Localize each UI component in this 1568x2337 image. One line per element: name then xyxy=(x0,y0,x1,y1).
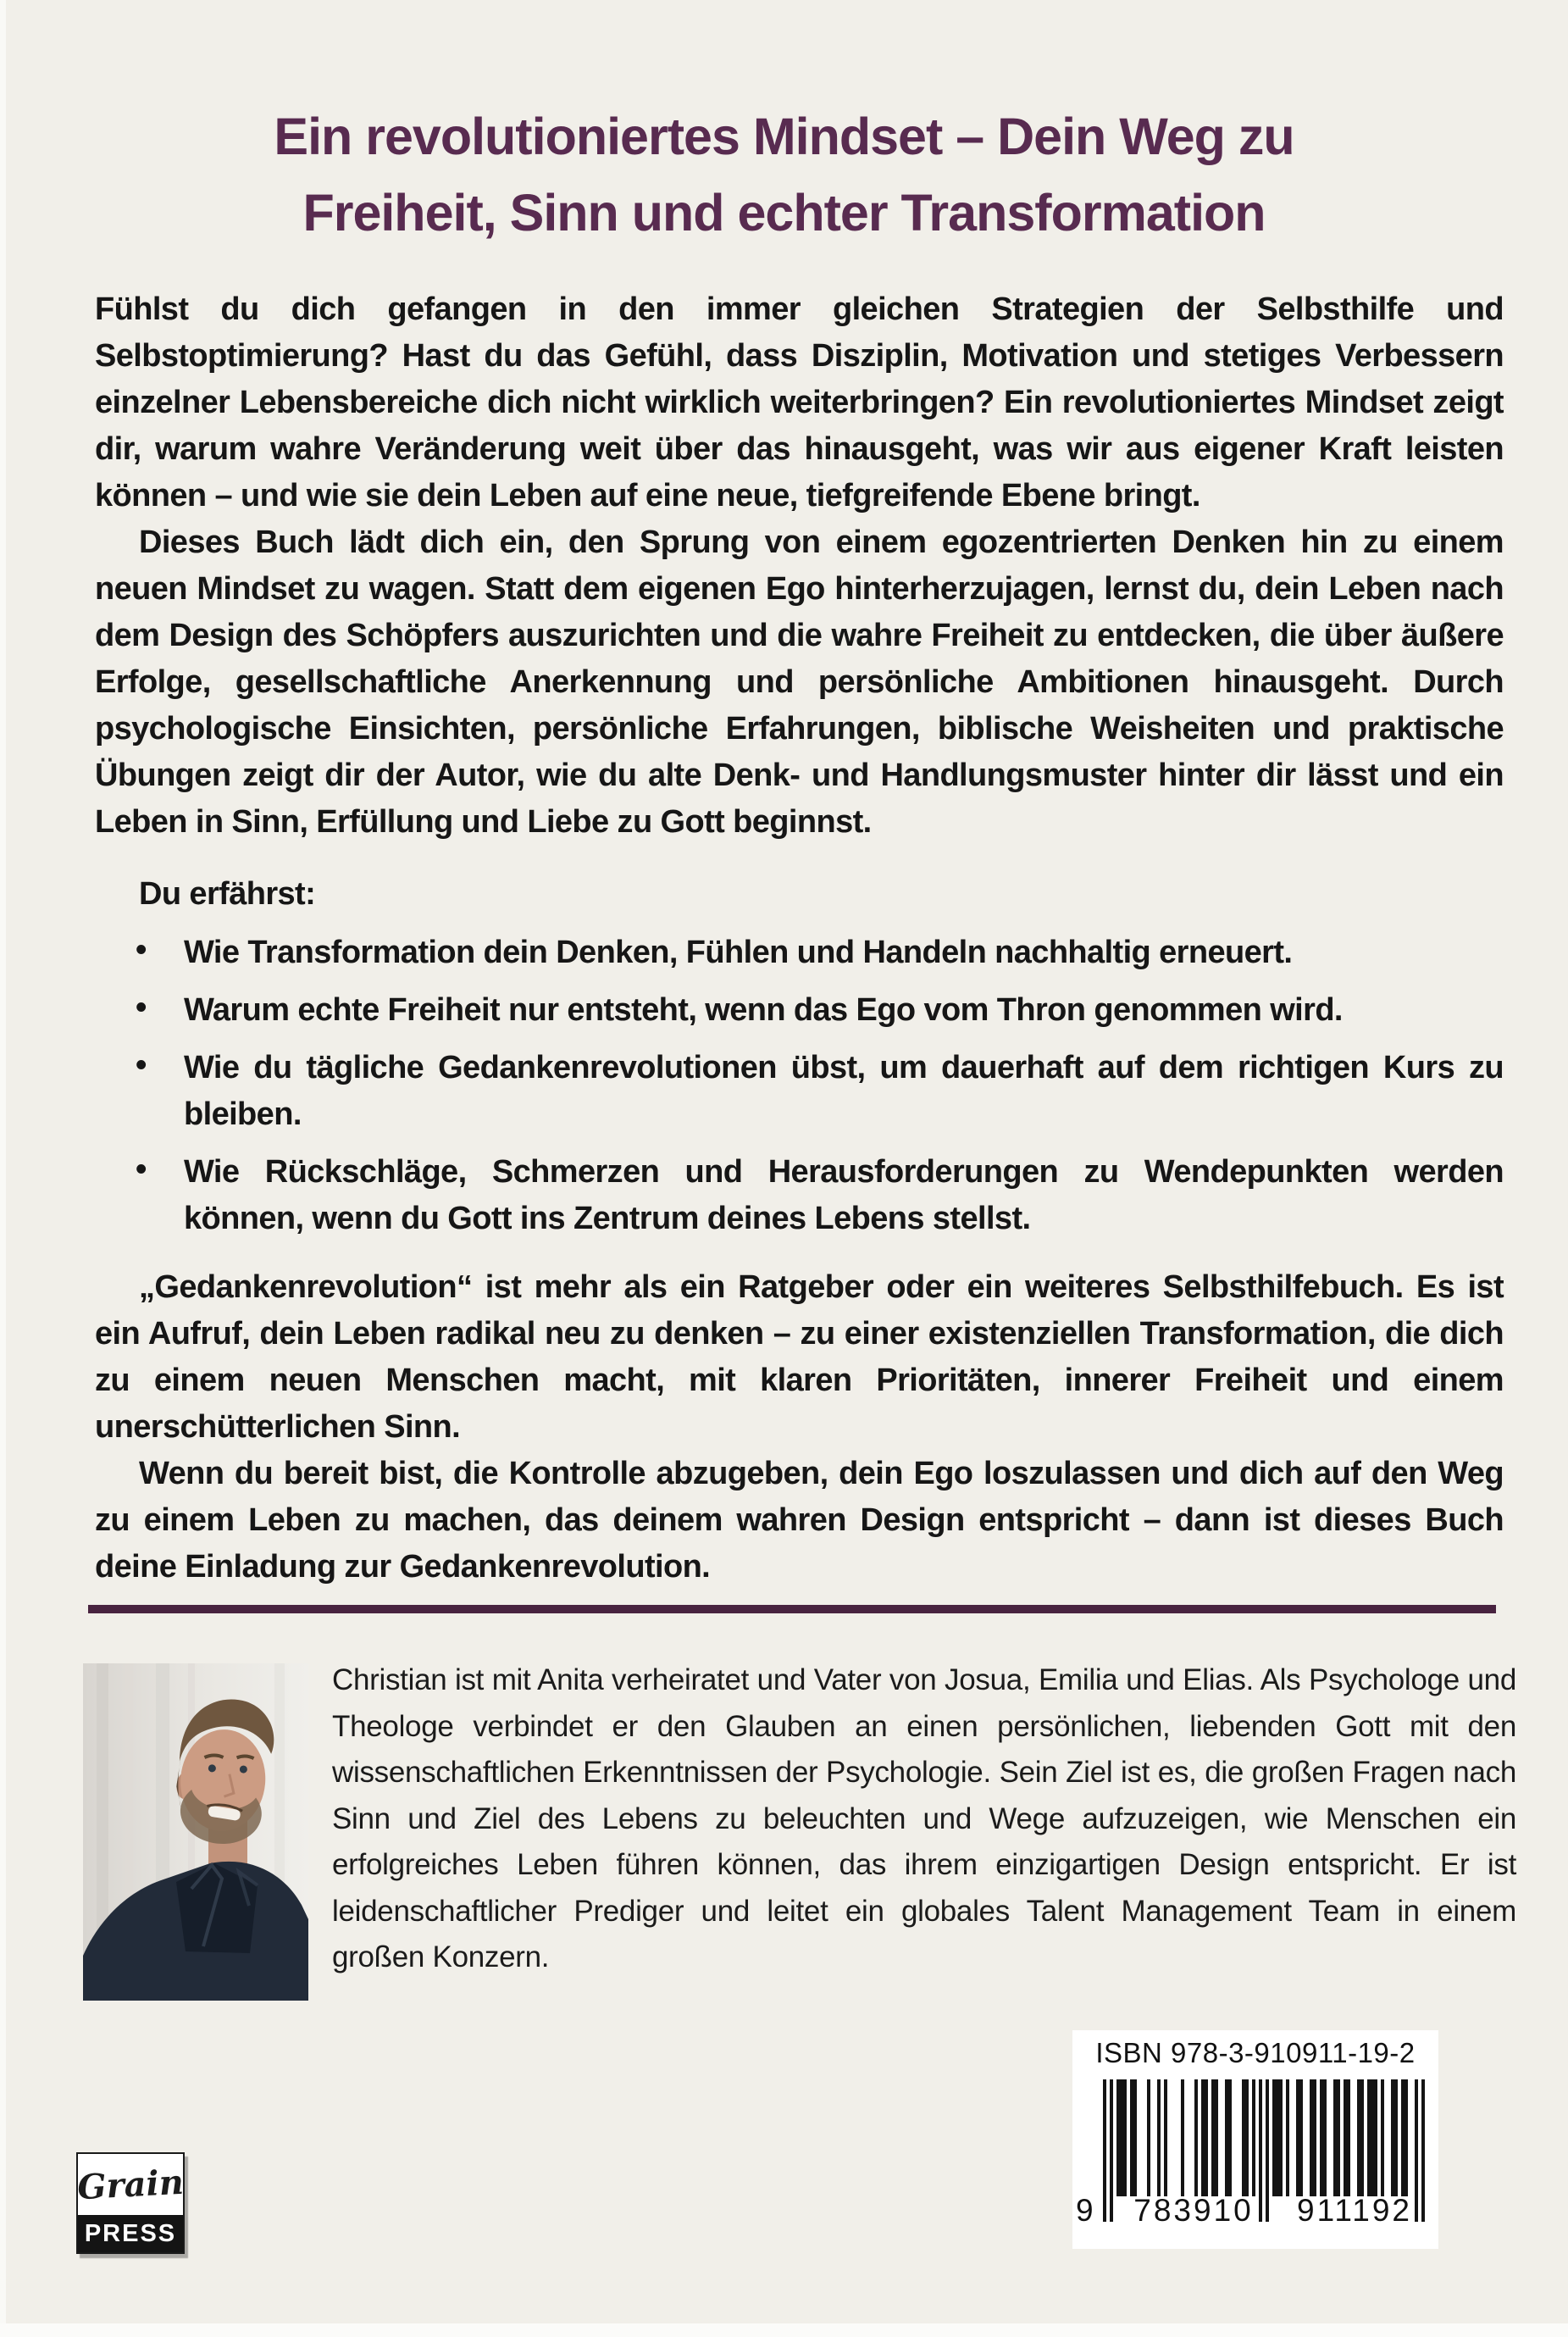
bullet-item-2 xyxy=(95,987,1504,1034)
isbn-label: ISBN 978-3-910911-19-2 xyxy=(1095,2037,1416,2068)
bullet-icon: • xyxy=(136,932,147,968)
back-cover-title xyxy=(0,98,1568,251)
blurb-paragraph-2: Dieses Buch lädt dich ein, den Sprung von einem egozentrierten Denken hin zu einem neuen Mindset zu wagen. Statt dem eigenen Ego hinterherzujagen, lernst du, dein Leben nach dem Design des Schöpfers auszurichten und die wahre Freiheit zu entdecken, die über äußere Erfolge, gesellschaftliche Anerkennung und persönliche Ambitionen hinausgeht. Durch psychologische Einsichten, persönliche Erfahrungen, biblische Weisheiten und praktische Übungen zeigt dir der Autor, wie du alte Denk- und Handlungsmuster hinter dir lässt und ein Leben in Sinn, Erfüllung und Liebe zu Gott beginnst. xyxy=(95,525,1504,840)
blurb-paragraph-1: Fühlst du dich gefangen in den immer gleichen Strategien der Selbsthilfe und Selbstoptimierung? Hast du das Gefühl, dass Disziplin, Motivation und stetiges Verbessern einzelner Lebensbereiche dich nicht wirklich weiterbringen? Ein revolutioniertes Mindset zeigt dir, warum wahre Veränderung weit über das hinausgeht, was wir aus eigener Kraft leisten können – und wie sie dein Leben auf eine neue, tiefgreifende Ebene bringt. xyxy=(95,291,1504,513)
isbn-barcode-panel xyxy=(1072,2030,1438,2249)
scan-edge-bottom xyxy=(0,2323,1568,2337)
barcode-digits xyxy=(1076,2193,1430,2235)
barcode-digit-lead: 9 xyxy=(1076,2193,1094,2228)
blurb-text-block xyxy=(95,286,1504,1590)
scan-edge-left xyxy=(0,0,6,2337)
publisher-logo xyxy=(76,2152,185,2254)
bullet-text-4: Wie Rückschläge, Schmerzen und Herausforderungen zu Wendepunkten werden können, wenn du Gott ins Zentrum deines Lebens stellst. xyxy=(184,1154,1504,1236)
bullet-list xyxy=(95,930,1504,1242)
bullet-icon: • xyxy=(136,1047,147,1083)
blurb-paragraph-4: Wenn du bereit bist, die Kontrolle abzugeben, dein Ego loszulassen und dich auf den Weg zu einem Leben zu machen, das deinem wahren Design entspricht – dann ist dieses Buch deine Einladung zur Gedankenrevolution. xyxy=(95,1456,1504,1585)
publisher-name-band: PRESS xyxy=(78,2215,183,2252)
bullet-text-3: Wie du tägliche Gedankenrevolutionen übst, um dauerhaft auf dem richtigen Kurs zu bleiben. xyxy=(184,1050,1504,1132)
bullet-item-3 xyxy=(95,1045,1504,1138)
bullet-item-1 xyxy=(95,930,1504,976)
title-line-2: Freiheit, Sinn und echter Transformation xyxy=(302,184,1266,241)
author-portrait-illustration xyxy=(83,1663,308,2001)
bullet-text-1: Wie Transformation dein Denken, Fühlen und Handeln nachhaltig erneuert. xyxy=(184,935,1293,970)
barcode-digit-group-1: 783910 xyxy=(1133,2193,1254,2228)
bullet-icon: • xyxy=(136,990,147,1025)
title-line-1: Ein revolutioniertes Mindset – Dein Weg zu xyxy=(274,108,1294,165)
blurb-paragraph-3: „Gedankenrevolution“ ist mehr als ein Ratgeber oder ein weiteres Selbsthilfebuch. Es ist ein Aufruf, dein Leben radikal neu zu denken – zu einer existenziellen Transformation, die dich zu einem neuen Menschen macht, mit klaren Prioritäten, innerer Freiheit und einem unerschütterlichen Sinn. xyxy=(95,1269,1504,1445)
bullet-text-2: Warum echte Freiheit nur entsteht, wenn das Ego vom Thron genommen wird. xyxy=(184,992,1343,1028)
divider-rule xyxy=(88,1605,1496,1613)
publisher-name-script: Grain xyxy=(76,2162,185,2207)
bullet-icon: • xyxy=(136,1152,147,1187)
author-photo xyxy=(83,1663,308,2001)
barcode-digit-group-2: 911192 xyxy=(1297,2193,1412,2228)
bullet-item-4 xyxy=(95,1149,1504,1242)
list-intro: Du erfährst: xyxy=(139,876,316,912)
author-bio: Christian ist mit Anita verheiratet und Vater von Josua, Emilia und Elias. Als Psychologe und Theologe verbindet er den Glauben an einen persönlichen, liebenden Gott mit den wissenschaftlichen Erkenntnissen der Psychologie. Sein Ziel ist es, die großen Fragen nach Sinn und Ziel des Lebens zu beleuchten und Wege aufzuzeigen, wie Menschen ein erfolgreiches Leben führen können, das ihrem einzigartigen Design entspricht. Er ist leidenschaftlicher Prediger und leitet ein globales Talent Management Team in einem großen Konzern. xyxy=(332,1663,1516,1973)
